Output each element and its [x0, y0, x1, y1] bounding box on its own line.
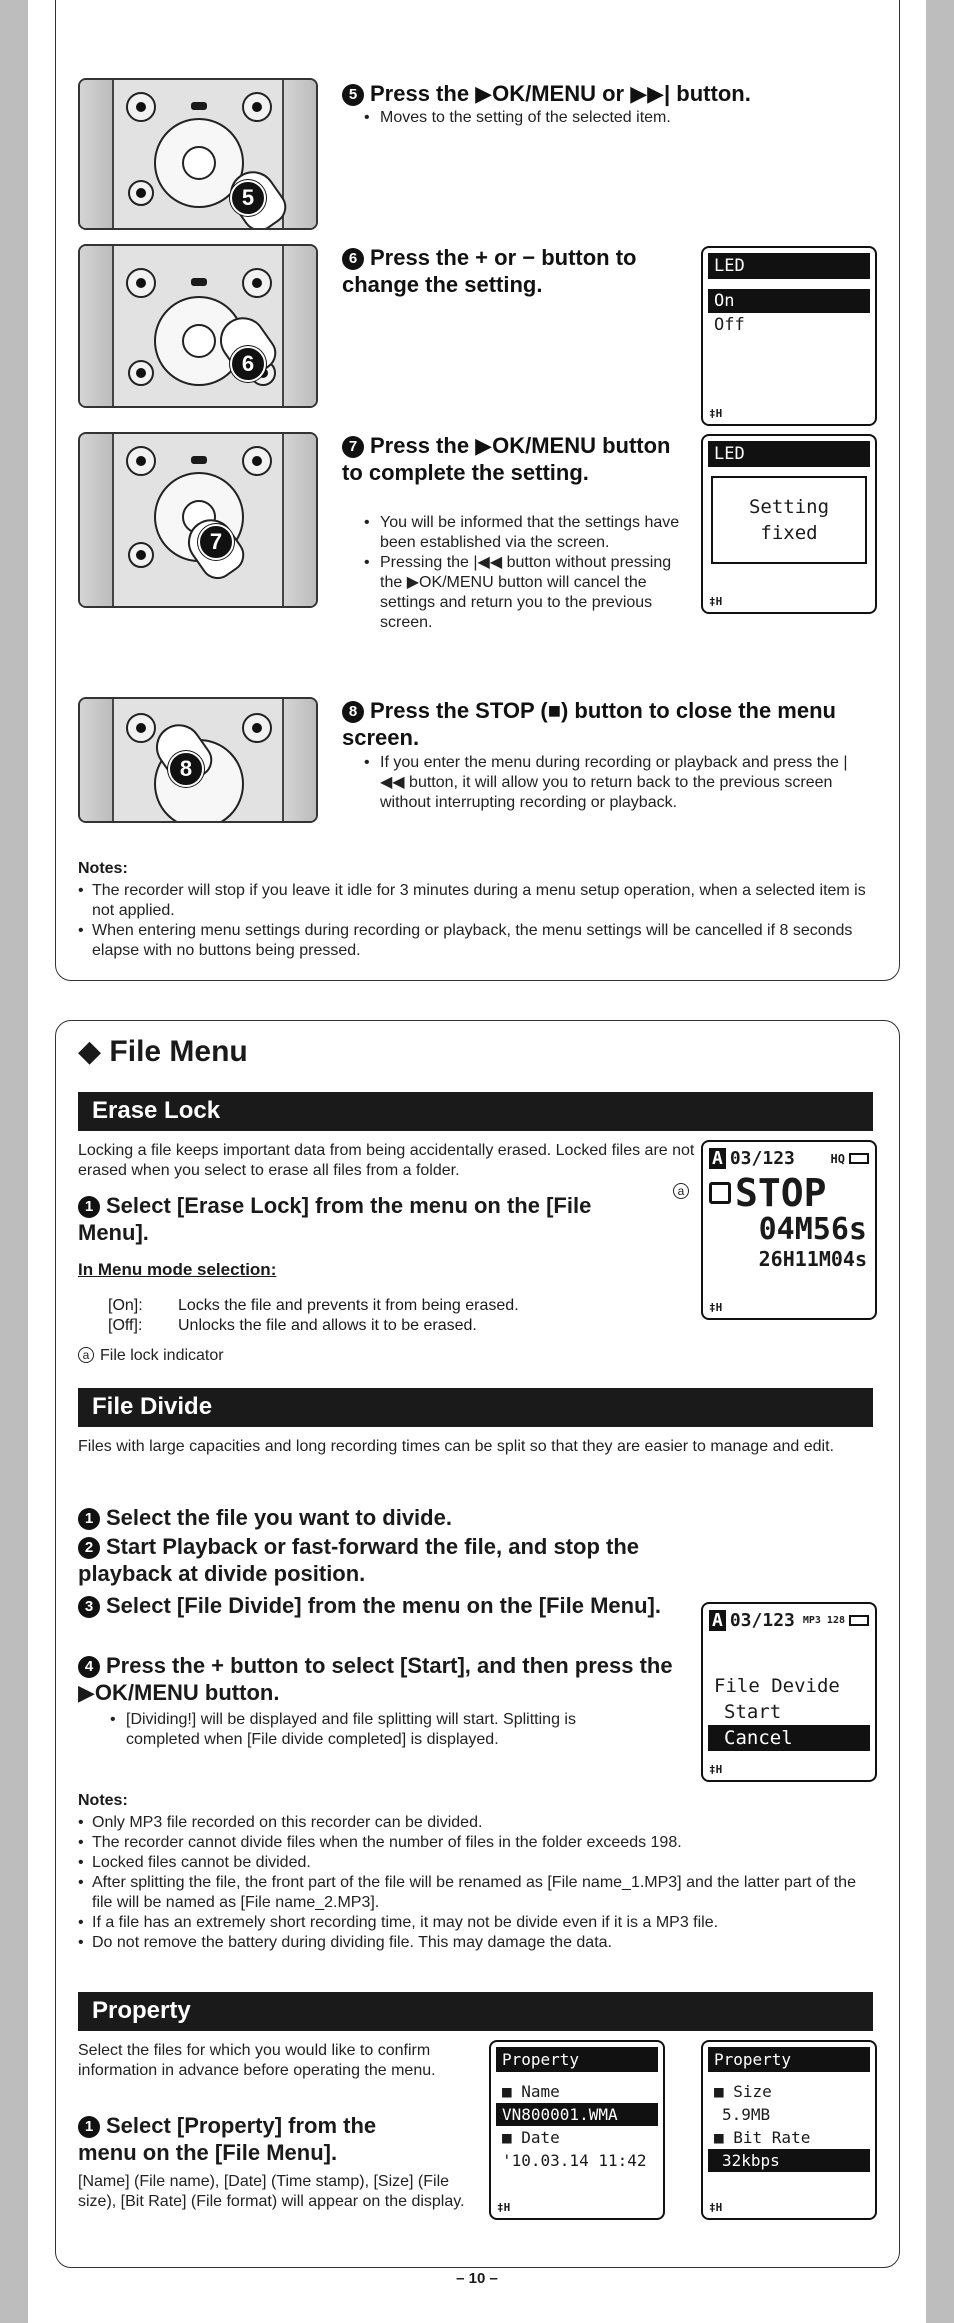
notes2-list: • Only MP3 file recorded on this recorder can be divided. • The recorder cannot divide files when the number of files in the folder exceeds 198. • Locked files cannot be divided. • After splitting the file, the front part of the file will be renamed as [File name_1.MP3] and the latter part of the file will be named as [File name_2.MP3]. • If a file has an extremely short recording time, it may not be divide even if it is a MP3 file. • Do not remove the battery during dividing file. This may damage the data.	[78, 1813, 878, 1953]
menu-mode-heading: In Menu mode selection:	[78, 1260, 277, 1279]
file-divide-intro: Files with large capacities and long recording times can be split so that they are easier to manage and edit.	[78, 1438, 834, 1455]
step8-title: 8 Press the STOP (■) button to close the menu screen.	[342, 698, 836, 750]
callout-8: 8	[168, 751, 204, 787]
lcd-erase-lock: A 03/123 HQ STOP 04M56s 26H11M04s ‡H	[701, 1140, 877, 1320]
file-divide-step2: 2 Start Playback or fast-forward the file, and stop the playback at divide position.	[78, 1534, 639, 1586]
erase-lock-step1: 1 Select [Erase Lock] from the menu on the [File Menu].	[78, 1193, 592, 1245]
file-divide-heading: File Divide	[78, 1388, 873, 1427]
lcd-led-setting-fixed: LED Setting fixed ‡H	[701, 434, 877, 614]
notes1-list: • The recorder will stop if you leave it idle for 3 minutes during a menu setup operation, when a selected item is not applied. • When entering menu settings during recording or playback, the menu settings will be cancelled if 8 seconds elapse with no buttons being pressed.	[78, 881, 878, 961]
property-desc: [Name] (File name), [Date] (Time stamp), [Size] (File size), [Bit Rate] (File format) will appear on the display.	[78, 2173, 465, 2210]
step5-bullets: • Moves to the setting of the selected item.	[358, 108, 788, 128]
file-divide-bullets: • [Dividing!] will be displayed and file splitting will start. Splitting is completed when [File divide completed] is displayed.	[104, 1710, 624, 1750]
step5-title: 5 Press the ▶OK/MENU or ▶▶| button.	[342, 80, 862, 107]
erase-lock-heading: Erase Lock	[78, 1092, 873, 1131]
property-step1: 1 Select [Property] from the menu on the [File Menu].	[78, 2113, 377, 2165]
file-divide-step1: 1 Select the file you want to divide.	[78, 1504, 698, 1531]
manual-page	[28, 0, 926, 2323]
callout-6: 6	[230, 346, 266, 382]
step8-bullets: • If you enter the menu during recording or playback and press the |◀◀ button, it will allow you to return back to the previous screen without interrupting recording or playback.	[358, 753, 858, 813]
lock-indicator-icon	[709, 1182, 731, 1204]
property-heading: Property	[78, 1992, 873, 2031]
file-menu-title: ◆ File Menu	[78, 1035, 248, 1068]
lcd-file-divide: A 03/123 MP3 128 File Devide Start Cancel ‡H	[701, 1602, 877, 1782]
file-divide-step4: 4 Press the + button to select [Start], and then press the ▶OK/MENU button.	[78, 1653, 673, 1705]
recorder-illustration-step7	[78, 432, 318, 608]
callout-5: 5	[230, 180, 266, 216]
file-divide-step3: 3 Select [File Divide] from the menu on the [File Menu].	[78, 1592, 698, 1619]
property-intro: Select the files for which you would like to confirm information in advance before operating the menu.	[78, 2042, 436, 2079]
step7-title: 7 Press the ▶OK/MENU button to complete the setting.	[342, 433, 671, 485]
page-number: – 10 –	[456, 2270, 498, 2287]
lcd-property-2: Property ■ Size 5.9MB ■ Bit Rate 32kbps ‡H	[701, 2040, 877, 2220]
file-lock-indicator-note: a File lock indicator	[78, 1346, 224, 1366]
erase-lock-options: [On]: Locks the file and prevents it from being erased. [Off]: Unlocks the file and allows it to be erased.	[108, 1297, 519, 1334]
recorder-illustration-step5	[78, 78, 318, 230]
callout-a: a	[673, 1183, 689, 1199]
notes1-heading: Notes:	[78, 860, 128, 877]
step6-title: 6 Press the + or − button to change the setting.	[342, 245, 637, 297]
recorder-illustration-step6	[78, 244, 318, 408]
notes2-heading: Notes:	[78, 1792, 128, 1809]
recorder-illustration-step8	[78, 697, 318, 823]
erase-lock-intro: Locking a file keeps important data from being accidentally erased. Locked files are not erased when you select to erase all files from a folder.	[78, 1142, 695, 1179]
step7-bullets: • You will be informed that the settings have been established via the screen. • Pressing the |◀◀ button without pressing the ▶OK/MENU button will cancel the settings and return you to the previous screen.	[358, 513, 688, 633]
callout-7: 7	[198, 524, 234, 560]
lcd-property-1: Property ■ Name VN800001.WMA ■ Date '10.03.14 11:42 ‡H	[489, 2040, 665, 2220]
lcd-led-menu: LED On Off ‡H	[701, 246, 877, 426]
